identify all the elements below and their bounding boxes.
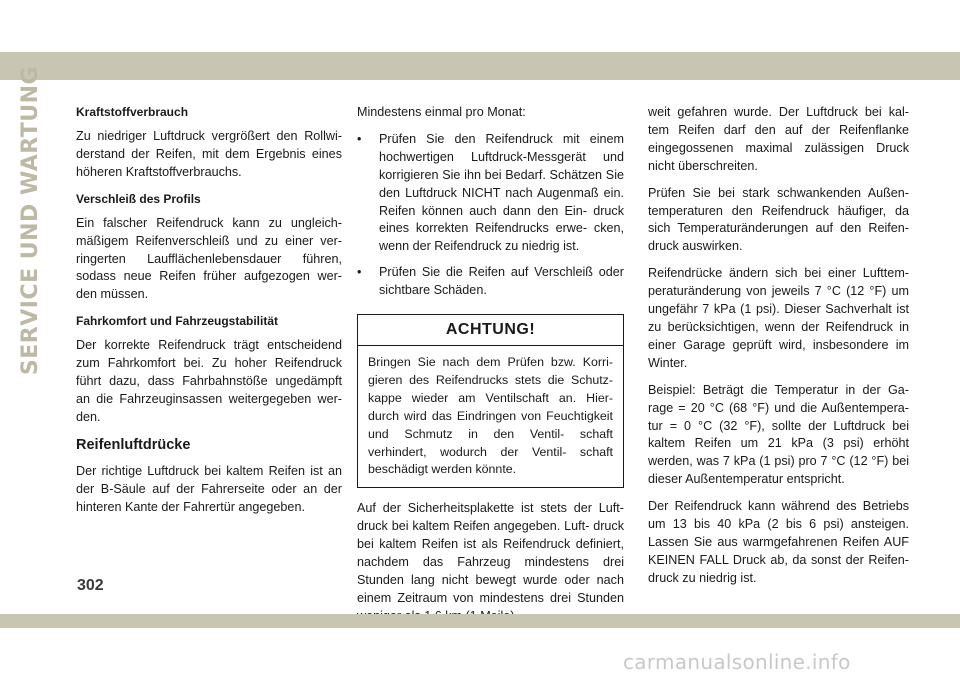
list-item (357, 264, 624, 300)
list-item-text: Prüfen Sie die Reifen auf Verschleiß oder sichtbare Schäden. (379, 265, 624, 298)
page-number: 302 (77, 577, 104, 594)
heading-tire-pressures: Reifenluftdrücke (76, 436, 191, 453)
heading-fuel-consumption: Kraftstoffverbrauch (76, 105, 189, 119)
paragraph-tire-pressures: Der richtige Luftdruck bei kaltem Reifen ist an der B-Säule auf der Fahrerseite oder an der hinteren Kante der Fahrertür angegeben. (76, 463, 342, 514)
check-list (357, 131, 624, 300)
column-right (648, 104, 909, 597)
watermark: carmanualsonline.info (623, 650, 851, 674)
paragraph-tread-wear: Ein falscher Reifendruck kann zu ungleich- mäßigem Reifenverschleiß und zu einer ver- ringerten Laufflächenlebensdauer führen, sodass neue Reifen früher aufgezogen wer- den müssen. (76, 215, 342, 302)
paragraph-placard: Auf der Sicherheitsplakette ist stets der Luft- druck bei kaltem Reifen angegeben. Luft- druck bei kaltem Reifen ist als Reifendruck definiert, nachdem das Fahrzeug mindestens drei Stunden lang nicht bewegt wurde oder nach einem Zeitraum von mindestens drei Stunden (357, 501, 624, 605)
warning-title: ACHTUNG! (358, 315, 623, 346)
bullet-icon: • (357, 265, 362, 280)
section-side-label (16, 65, 46, 375)
footer-band (0, 614, 960, 628)
warning-box (357, 314, 624, 488)
paragraph-ride-comfort: Der korrekte Reifendruck trägt entscheidend zum Fahrkomfort bei. Zu hoher Reifendruck führt dazu, dass Fahrbahnstöße ungedämpft an die Fahrzeuginsassen weitergegeben wer- den. (76, 338, 342, 424)
list-item (357, 131, 624, 256)
warning-text: Bringen Sie nach dem Prüfen bzw. Korri- gieren des Reifendrucks stets die Schutz- kappe wieder am Ventilschaft an. Hier- durch wird das Eindringen von Feuchtigkeit und Schmutz in den Ventil- schaft verhindert, wodurch der Ventil- schaft beschädigt werden könnte. (368, 354, 613, 477)
bullet-icon: • (357, 131, 362, 146)
paragraph-fuel-consumption: Zu niedriger Luftdruck vergrößert den Rollwi- derstand der Reifen, mit dem Ergebnis eines höheren Kraftstoffverbrauchs. (76, 129, 342, 179)
paragraph-monthly-intro: Mindestens einmal pro Monat: (357, 105, 526, 119)
section-side-label-text: SERVICE UND WARTUNG (18, 65, 44, 375)
paragraph-continued: weit gefahren wurde. Der Luftdruck bei kal- tem Reifen darf den auf der Reifenflanke eingegossenen maximal zulässigen Druck nicht überschreiten. (648, 105, 909, 173)
header-band (0, 52, 960, 80)
paragraph-pressure-change: Reifendrücke ändern sich bei einer Lufttem- peraturänderung von jeweils 7 °C (12 °F) um ungefähr 7 kPa (1 psi). Dieser Sachverhalt ist zu berücksichtigen, wenn der Reifendruck in einer Garage geprüft wird, insbesondere im Winter. (648, 266, 909, 370)
heading-tread-wear: Verschleiß des Profils (76, 191, 201, 206)
heading-ride-comfort: Fahrkomfort und Fahrzeugstabilität (76, 314, 279, 329)
column-left (76, 104, 342, 526)
paragraph-example: Beispiel: Beträgt die Temperatur in der Ga- rage = 20 °C (68 °F) und die Außentempera- tur = 0 °C (32 °F), sollte der Luftdruck bei kaltem Reifen um 21 kPa (3 psi) erhöht werden, was 7 kPa (1 psi) pro 7 °C (12 °F) bei dieser Außentemperatur entspricht. (648, 382, 909, 487)
list-item-text: Prüfen Sie den Reifendruck mit einem hochwertigen Luftdruck-Messgerät und korrigieren Sie ihn bei Bedarf. Schätzen Sie den Luftdruck NICHT nach Augenmaß ein. Reifen können auch dann den Ein- druck eines korrekten Reifendrucks erwe- cken, wenn der Reifendruck zu niedrig ist. (379, 131, 624, 254)
column-middle (357, 104, 624, 635)
paragraph-driving: Der Reifendruck kann während des Betriebs um 13 bis 40 kPa (2 bis 6 psi) ansteigen. Lassen Sie aus warmgefahrenen Reifen AUF KEINEN FALL Druck ab, da sonst der Reifen- druck zu niedrig ist. (648, 499, 909, 585)
paragraph-temperature: Prüfen Sie bei stark schwankenden Außen- temperaturen den Reifendruck häufiger, da sich Temperaturänderungen auf den Reifen- druck auswirken. (648, 185, 909, 254)
